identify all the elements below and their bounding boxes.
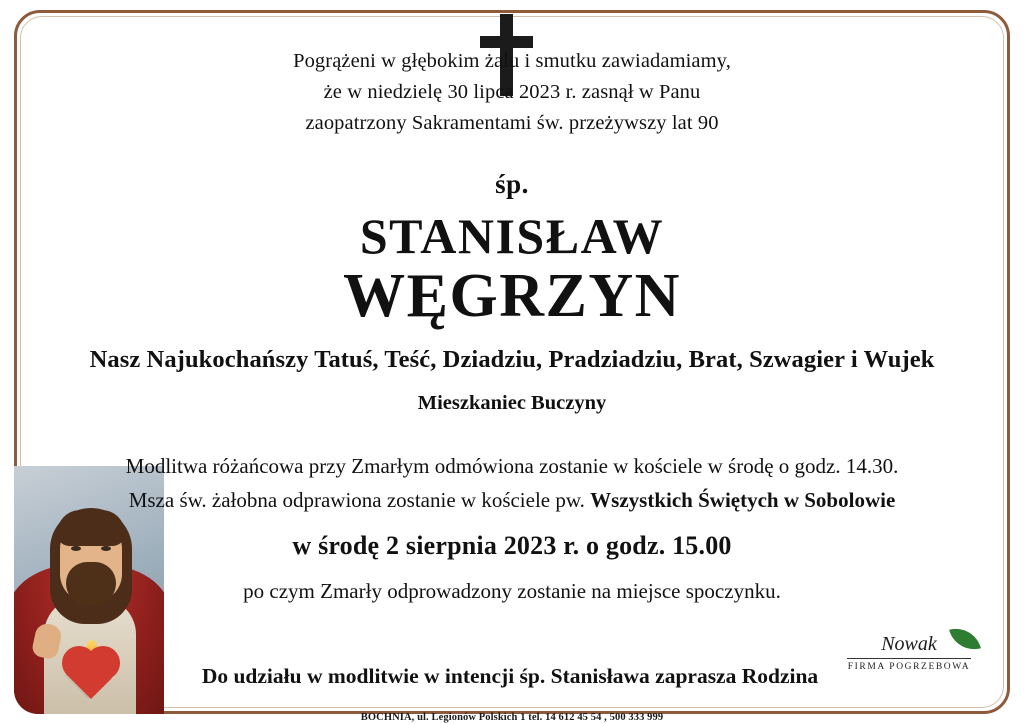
residence: Mieszkaniec Buczyny [417,392,607,415]
mass-info [60,483,964,517]
honorific: śp. [495,169,529,200]
mass-church: Wszystkich Świętych w Sobolowie [590,488,896,513]
logo-brand: Nowak [881,633,937,655]
intro-line-1: Pogrążeni w głębokim żalu i smutku zawiadamiamy, [293,50,731,72]
footer-contact: BOCHNIA, ul. Legionów Polskich 1 tel. 14 612 45 54 , 500 333 999 [360,712,664,723]
notice-content [60,46,964,608]
logo-divider [847,658,971,659]
intro-line-2: że w niedzielę 30 lipca 2023 r. zasnął w Panu [323,81,701,104]
rosary-info: Modlitwa różańcowa przy Zmarłym odmówiona zostanie w kościele w środę o godz. 14.30. [125,454,899,479]
family-relation: Nasz Najukochańszy Tatuś, Teść, Dziadziu, Pradziadziu, Brat, Szwagier i Wujek [89,346,935,374]
deceased-last-name: WĘGRZYN [343,262,681,331]
logo-subtitle: FIRMA POGRZEBOWA [847,662,971,672]
ceremony-details [60,449,964,607]
mass-prefix: Msza św. żałobna odprawiona zostanie w kościele pw. [128,488,585,513]
funeral-home-logo [834,628,984,682]
burial-info: po czym Zmarły odprowadzony zostanie na miejsce spoczynku. [243,578,781,603]
intro-line-3: zaopatrzony Sakramentami św. przeżywszy lat 90 [305,112,719,135]
mass-datetime: w środę 2 sierpnia 2023 r. o godz. 15.00 [292,531,732,561]
deceased-first-name: STANISŁAW [359,208,665,265]
intro-text [60,46,964,139]
invitation-text: Do udziału w modlitwie w intencji śp. Stanisława zaprasza Rodzina [201,664,819,688]
